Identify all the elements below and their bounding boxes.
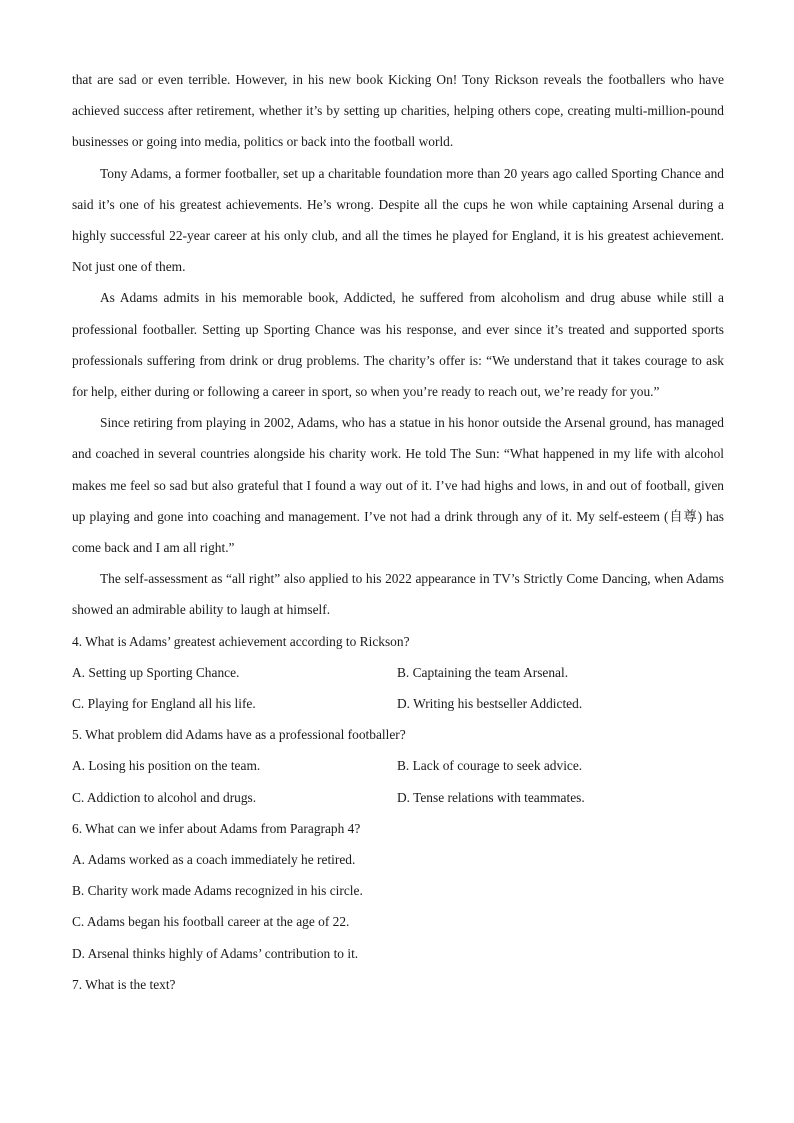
passage-paragraph-5: The self-assessment as “all right” also applied to his 2022 appearance in TV’s Strictly Come Dancing, when Adams showed an admirable ability to laugh at himself. [72,571,724,618]
question-4-option-d: D. Writing his bestseller Addicted. [397,696,583,712]
question-5-options-row-2 [72,782,724,813]
question-6-stem: 6. What can we infer about Adams from Paragraph 4? [72,820,361,836]
question-7-stem: 7. What is the text? [72,976,176,992]
question-4-option-b: B. Captaining the team Arsenal. [397,664,569,680]
question-5-option-d: D. Tense relations with teammates. [397,789,585,805]
question-4-stem: 4. What is Adams’ greatest achievement according to Rickson? [72,633,410,649]
question-5-option-c: C. Addiction to alcohol and drugs. [72,789,257,805]
passage-paragraph-2: Tony Adams, a former footballer, set up a charitable foundation more than 20 years ago called Sporting Chance and said it’s one of his greatest achievements. He’s wrong. Despite all the cups he won while captaining Arsenal during a highly successful 22-year career at his only club, and all the times he played for England, it is his greatest achievement. Not just one of them. [72,165,724,275]
question-4-option-c: C. Playing for England all his life. [72,696,256,712]
question-5-stem: 5. What problem did Adams have as a professional footballer? [72,727,406,743]
question-5-option-a: A. Losing his position on the team. [72,758,261,774]
document-content [72,64,724,1000]
question-5-option-b: B. Lack of courage to seek advice. [397,758,583,774]
question-6-option-a: A. Adams worked as a coach immediately he retired. [72,852,356,868]
passage-paragraph-1: that are sad or even terrible. However, in his new book Kicking On! Tony Rickson reveals the footballers who have achieved success after retirement, whether it’s by setting up charities, helping others cope, creating multi-million-pound businesses or going into media, politics or back into the football world. [72,72,724,150]
passage-paragraph-4: Since retiring from playing in 2002, Adams, who has a statue in his honor outside the Arsenal ground, has managed and coached in several countries alongside his charity work. He told The Sun: “What happened in my life with alcohol makes me feel so sad but also grateful that I found a way out of it. I’ve had highs and lows, in and out of football, given up playing and gone into coaching and management. I’ve not had a drink through any of it. My self-esteem (自尊) has come back and I am all right.” [72,415,724,556]
question-6-option-d: D. Arsenal thinks highly of Adams’ contribution to it. [72,945,359,961]
question-6-option-c: C. Adams began his football career at the age of 22. [72,914,350,930]
question-4-option-a: A. Setting up Sporting Chance. [72,664,240,680]
passage-paragraph-3: As Adams admits in his memorable book, Addicted, he suffered from alcoholism and drug abuse while still a professional footballer. Setting up Sporting Chance was his response, and ever since it’s treated and supported sports professionals suffering from drink or drug problems. The charity’s offer is: “We understand that it takes courage to ask for help, either during or following a career in sport, so when you’re ready to reach out, we’re ready for you.” [72,290,724,400]
question-6-option-b: B. Charity work made Adams recognized in his circle. [72,883,363,899]
question-5-options-row-1 [72,750,724,781]
question-4-options-row-2 [72,688,724,719]
question-4-options-row-1 [72,657,724,688]
